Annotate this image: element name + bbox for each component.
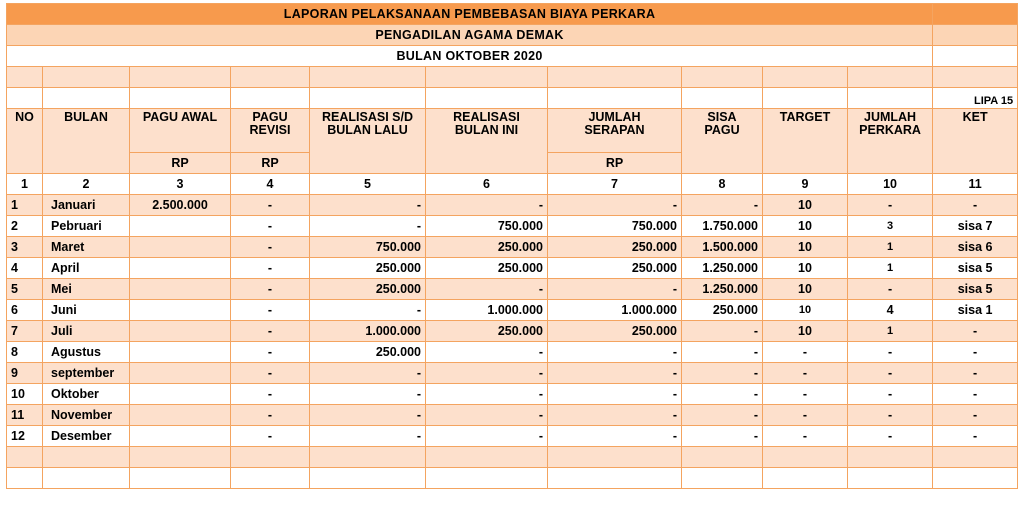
row-pagu-revisi: - bbox=[231, 279, 310, 300]
table-row bbox=[7, 321, 1018, 342]
empty-cell bbox=[43, 88, 130, 109]
row-jumlah-perkara: 1 bbox=[848, 237, 933, 258]
empty-row bbox=[7, 468, 1018, 489]
empty-cell bbox=[43, 67, 130, 88]
report-table bbox=[6, 3, 1018, 489]
row-realisasi-lalu: - bbox=[310, 384, 426, 405]
row-no: 7 bbox=[7, 321, 43, 342]
header-target: TARGET bbox=[763, 109, 848, 174]
row-target: 10 bbox=[763, 237, 848, 258]
row-realisasi-lalu: - bbox=[310, 405, 426, 426]
column-number: 5 bbox=[310, 174, 426, 195]
empty-cell bbox=[682, 447, 763, 468]
row-jumlah-perkara: 3 bbox=[848, 216, 933, 237]
empty-cell bbox=[682, 88, 763, 109]
row-target: - bbox=[763, 342, 848, 363]
empty-cell bbox=[848, 468, 933, 489]
empty-cell bbox=[933, 46, 1018, 67]
empty-cell bbox=[426, 447, 548, 468]
column-number: 10 bbox=[848, 174, 933, 195]
empty-cell bbox=[548, 468, 682, 489]
row-realisasi-ini: - bbox=[426, 405, 548, 426]
row-jumlah-perkara: 1 bbox=[848, 321, 933, 342]
table-row bbox=[7, 405, 1018, 426]
header-jumlah-serapan: JUMLAH SERAPAN bbox=[548, 109, 682, 153]
empty-cell bbox=[426, 468, 548, 489]
row-ket: - bbox=[933, 405, 1018, 426]
row-realisasi-ini: 250.000 bbox=[426, 237, 548, 258]
table-row bbox=[7, 237, 1018, 258]
row-sisa-pagu: - bbox=[682, 363, 763, 384]
row-jumlah-serapan: - bbox=[548, 342, 682, 363]
empty-cell bbox=[7, 88, 43, 109]
empty-cell bbox=[43, 468, 130, 489]
row-no: 2 bbox=[7, 216, 43, 237]
row-target: - bbox=[763, 405, 848, 426]
table-row bbox=[7, 279, 1018, 300]
court-name: PENGADILAN AGAMA DEMAK bbox=[7, 25, 933, 46]
row-no: 4 bbox=[7, 258, 43, 279]
header-sisa-pagu: SISA PAGU bbox=[682, 109, 763, 174]
row-realisasi-lalu: - bbox=[310, 300, 426, 321]
table-row bbox=[7, 258, 1018, 279]
row-month: Juni bbox=[43, 300, 130, 321]
row-pagu-revisi: - bbox=[231, 195, 310, 216]
row-jumlah-perkara: - bbox=[848, 405, 933, 426]
row-month: Juli bbox=[43, 321, 130, 342]
row-pagu-revisi: - bbox=[231, 363, 310, 384]
row-ket: - bbox=[933, 426, 1018, 447]
row-month: september bbox=[43, 363, 130, 384]
row-realisasi-lalu: - bbox=[310, 426, 426, 447]
row-sisa-pagu: - bbox=[682, 405, 763, 426]
row-month: Desember bbox=[43, 426, 130, 447]
empty-cell bbox=[310, 88, 426, 109]
row-pagu-awal bbox=[130, 321, 231, 342]
column-number: 8 bbox=[682, 174, 763, 195]
row-realisasi-lalu: 750.000 bbox=[310, 237, 426, 258]
row-no: 6 bbox=[7, 300, 43, 321]
column-number: 9 bbox=[763, 174, 848, 195]
row-realisasi-ini: 1.000.000 bbox=[426, 300, 548, 321]
row-pagu-awal bbox=[130, 405, 231, 426]
row-realisasi-ini: 250.000 bbox=[426, 321, 548, 342]
row-jumlah-perkara: - bbox=[848, 342, 933, 363]
empty-cell bbox=[933, 447, 1018, 468]
header-bulan: BULAN bbox=[43, 109, 130, 174]
row-jumlah-serapan: - bbox=[548, 363, 682, 384]
unit-rp: RP bbox=[231, 153, 310, 174]
row-no: 12 bbox=[7, 426, 43, 447]
row-pagu-revisi: - bbox=[231, 426, 310, 447]
empty-cell bbox=[130, 447, 231, 468]
empty-cell bbox=[548, 88, 682, 109]
row-pagu-awal bbox=[130, 237, 231, 258]
row-pagu-awal bbox=[130, 258, 231, 279]
row-sisa-pagu: - bbox=[682, 195, 763, 216]
row-realisasi-ini: - bbox=[426, 195, 548, 216]
empty-cell bbox=[933, 25, 1018, 46]
row-jumlah-perkara: - bbox=[848, 363, 933, 384]
empty-cell bbox=[310, 67, 426, 88]
row-realisasi-ini: - bbox=[426, 363, 548, 384]
empty-cell bbox=[7, 67, 43, 88]
row-pagu-awal bbox=[130, 300, 231, 321]
empty-cell bbox=[130, 88, 231, 109]
column-number: 4 bbox=[231, 174, 310, 195]
empty-cell bbox=[7, 468, 43, 489]
empty-cell bbox=[763, 468, 848, 489]
row-month: Januari bbox=[43, 195, 130, 216]
row-realisasi-lalu: - bbox=[310, 216, 426, 237]
row-sisa-pagu: 1.250.000 bbox=[682, 258, 763, 279]
row-ket: sisa 5 bbox=[933, 279, 1018, 300]
row-realisasi-lalu: 250.000 bbox=[310, 279, 426, 300]
row-jumlah-serapan: - bbox=[548, 426, 682, 447]
header-pagu-revisi: PAGU REVISI bbox=[231, 109, 310, 153]
table-row bbox=[7, 363, 1018, 384]
row-month: Agustus bbox=[43, 342, 130, 363]
row-jumlah-serapan: 250.000 bbox=[548, 258, 682, 279]
row-sisa-pagu: - bbox=[682, 384, 763, 405]
table-row bbox=[7, 426, 1018, 447]
row-pagu-revisi: - bbox=[231, 258, 310, 279]
unit-rp: RP bbox=[130, 153, 231, 174]
table-row bbox=[7, 384, 1018, 405]
row-sisa-pagu: 250.000 bbox=[682, 300, 763, 321]
row-target: 10 bbox=[763, 258, 848, 279]
row-ket: sisa 1 bbox=[933, 300, 1018, 321]
row-ket: - bbox=[933, 342, 1018, 363]
empty-cell bbox=[682, 468, 763, 489]
empty-cell bbox=[231, 447, 310, 468]
row-month: April bbox=[43, 258, 130, 279]
empty-cell bbox=[682, 67, 763, 88]
empty-cell bbox=[231, 468, 310, 489]
header-jumlah-perkara: JUMLAH PERKARA bbox=[848, 109, 933, 174]
row-jumlah-perkara: 4 bbox=[848, 300, 933, 321]
row-pagu-revisi: - bbox=[231, 216, 310, 237]
row-pagu-revisi: - bbox=[231, 405, 310, 426]
row-jumlah-serapan: 250.000 bbox=[548, 237, 682, 258]
row-pagu-awal bbox=[130, 363, 231, 384]
row-jumlah-perkara: 1 bbox=[848, 258, 933, 279]
row-target: - bbox=[763, 426, 848, 447]
row-ket: sisa 6 bbox=[933, 237, 1018, 258]
empty-cell bbox=[43, 447, 130, 468]
row-jumlah-perkara: - bbox=[848, 279, 933, 300]
row-sisa-pagu: - bbox=[682, 342, 763, 363]
table-row bbox=[7, 342, 1018, 363]
row-pagu-revisi: - bbox=[231, 342, 310, 363]
row-month: Oktober bbox=[43, 384, 130, 405]
row-no: 5 bbox=[7, 279, 43, 300]
row-pagu-awal bbox=[130, 426, 231, 447]
table-row bbox=[7, 216, 1018, 237]
row-pagu-awal bbox=[130, 384, 231, 405]
row-sisa-pagu: - bbox=[682, 426, 763, 447]
row-jumlah-perkara: - bbox=[848, 384, 933, 405]
row-jumlah-serapan: - bbox=[548, 405, 682, 426]
empty-cell bbox=[231, 88, 310, 109]
row-realisasi-lalu: 250.000 bbox=[310, 342, 426, 363]
row-target: - bbox=[763, 384, 848, 405]
row-target: 10 bbox=[763, 279, 848, 300]
row-ket: - bbox=[933, 195, 1018, 216]
row-sisa-pagu: - bbox=[682, 321, 763, 342]
empty-cell bbox=[933, 468, 1018, 489]
report-period: BULAN OKTOBER 2020 bbox=[7, 46, 933, 67]
header-pagu-awal: PAGU AWAL bbox=[130, 109, 231, 153]
empty-row bbox=[7, 447, 1018, 468]
row-ket: sisa 5 bbox=[933, 258, 1018, 279]
row-ket: - bbox=[933, 321, 1018, 342]
row-sisa-pagu: 1.500.000 bbox=[682, 237, 763, 258]
row-realisasi-ini: - bbox=[426, 384, 548, 405]
row-ket: - bbox=[933, 384, 1018, 405]
row-realisasi-lalu: 1.000.000 bbox=[310, 321, 426, 342]
column-number: 1 bbox=[7, 174, 43, 195]
row-target: 10 bbox=[763, 216, 848, 237]
row-realisasi-lalu: - bbox=[310, 363, 426, 384]
row-no: 3 bbox=[7, 237, 43, 258]
empty-cell bbox=[763, 67, 848, 88]
row-jumlah-serapan: - bbox=[548, 279, 682, 300]
row-jumlah-serapan: 250.000 bbox=[548, 321, 682, 342]
row-pagu-awal bbox=[130, 279, 231, 300]
empty-cell bbox=[763, 447, 848, 468]
row-target: - bbox=[763, 363, 848, 384]
row-target: 10 bbox=[763, 321, 848, 342]
empty-cell bbox=[130, 468, 231, 489]
empty-cell bbox=[548, 67, 682, 88]
column-number: 3 bbox=[130, 174, 231, 195]
header-ket: KET bbox=[933, 109, 1018, 174]
unit-rp: RP bbox=[548, 153, 682, 174]
empty-cell bbox=[848, 67, 933, 88]
table-row bbox=[7, 195, 1018, 216]
empty-cell bbox=[310, 447, 426, 468]
row-sisa-pagu: 1.250.000 bbox=[682, 279, 763, 300]
empty-cell bbox=[130, 67, 231, 88]
row-realisasi-ini: - bbox=[426, 279, 548, 300]
row-jumlah-perkara: - bbox=[848, 426, 933, 447]
row-month: Mei bbox=[43, 279, 130, 300]
row-sisa-pagu: 1.750.000 bbox=[682, 216, 763, 237]
row-no: 1 bbox=[7, 195, 43, 216]
table-row bbox=[7, 300, 1018, 321]
row-pagu-revisi: - bbox=[231, 300, 310, 321]
empty-cell bbox=[548, 447, 682, 468]
row-realisasi-ini: 250.000 bbox=[426, 258, 548, 279]
column-number: 2 bbox=[43, 174, 130, 195]
row-jumlah-perkara: - bbox=[848, 195, 933, 216]
empty-cell bbox=[7, 447, 43, 468]
row-realisasi-lalu: - bbox=[310, 195, 426, 216]
row-no: 9 bbox=[7, 363, 43, 384]
row-month: Pebruari bbox=[43, 216, 130, 237]
row-month: November bbox=[43, 405, 130, 426]
empty-cell bbox=[426, 88, 548, 109]
row-pagu-revisi: - bbox=[231, 237, 310, 258]
form-code: LIPA 15 bbox=[933, 88, 1018, 109]
row-jumlah-serapan: - bbox=[548, 384, 682, 405]
empty-cell bbox=[310, 468, 426, 489]
row-month: Maret bbox=[43, 237, 130, 258]
column-number: 11 bbox=[933, 174, 1018, 195]
row-realisasi-ini: 750.000 bbox=[426, 216, 548, 237]
empty-cell bbox=[848, 447, 933, 468]
header-no: NO bbox=[7, 109, 43, 174]
row-ket: - bbox=[933, 363, 1018, 384]
row-jumlah-serapan: - bbox=[548, 195, 682, 216]
report-title: LAPORAN PELAKSANAAN PEMBEBASAN BIAYA PERKARA bbox=[7, 4, 933, 25]
empty-cell bbox=[763, 88, 848, 109]
column-number: 7 bbox=[548, 174, 682, 195]
row-no: 8 bbox=[7, 342, 43, 363]
row-realisasi-ini: - bbox=[426, 342, 548, 363]
row-jumlah-serapan: 750.000 bbox=[548, 216, 682, 237]
row-realisasi-lalu: 250.000 bbox=[310, 258, 426, 279]
row-no: 10 bbox=[7, 384, 43, 405]
empty-cell bbox=[848, 88, 933, 109]
row-no: 11 bbox=[7, 405, 43, 426]
empty-cell bbox=[426, 67, 548, 88]
row-pagu-revisi: - bbox=[231, 321, 310, 342]
empty-cell bbox=[231, 67, 310, 88]
row-target: 10 bbox=[763, 300, 848, 321]
header-realisasi-ini: REALISASI BULAN INI bbox=[426, 109, 548, 174]
empty-cell bbox=[933, 4, 1018, 25]
header-realisasi-lalu: REALISASI S/D BULAN LALU bbox=[310, 109, 426, 174]
row-jumlah-serapan: 1.000.000 bbox=[548, 300, 682, 321]
row-realisasi-ini: - bbox=[426, 426, 548, 447]
row-ket: sisa 7 bbox=[933, 216, 1018, 237]
row-pagu-awal bbox=[130, 216, 231, 237]
empty-cell bbox=[933, 67, 1018, 88]
row-pagu-revisi: - bbox=[231, 384, 310, 405]
row-pagu-awal bbox=[130, 342, 231, 363]
column-number: 6 bbox=[426, 174, 548, 195]
column-number-row bbox=[7, 174, 1018, 195]
row-target: 10 bbox=[763, 195, 848, 216]
row-pagu-awal: 2.500.000 bbox=[130, 195, 231, 216]
